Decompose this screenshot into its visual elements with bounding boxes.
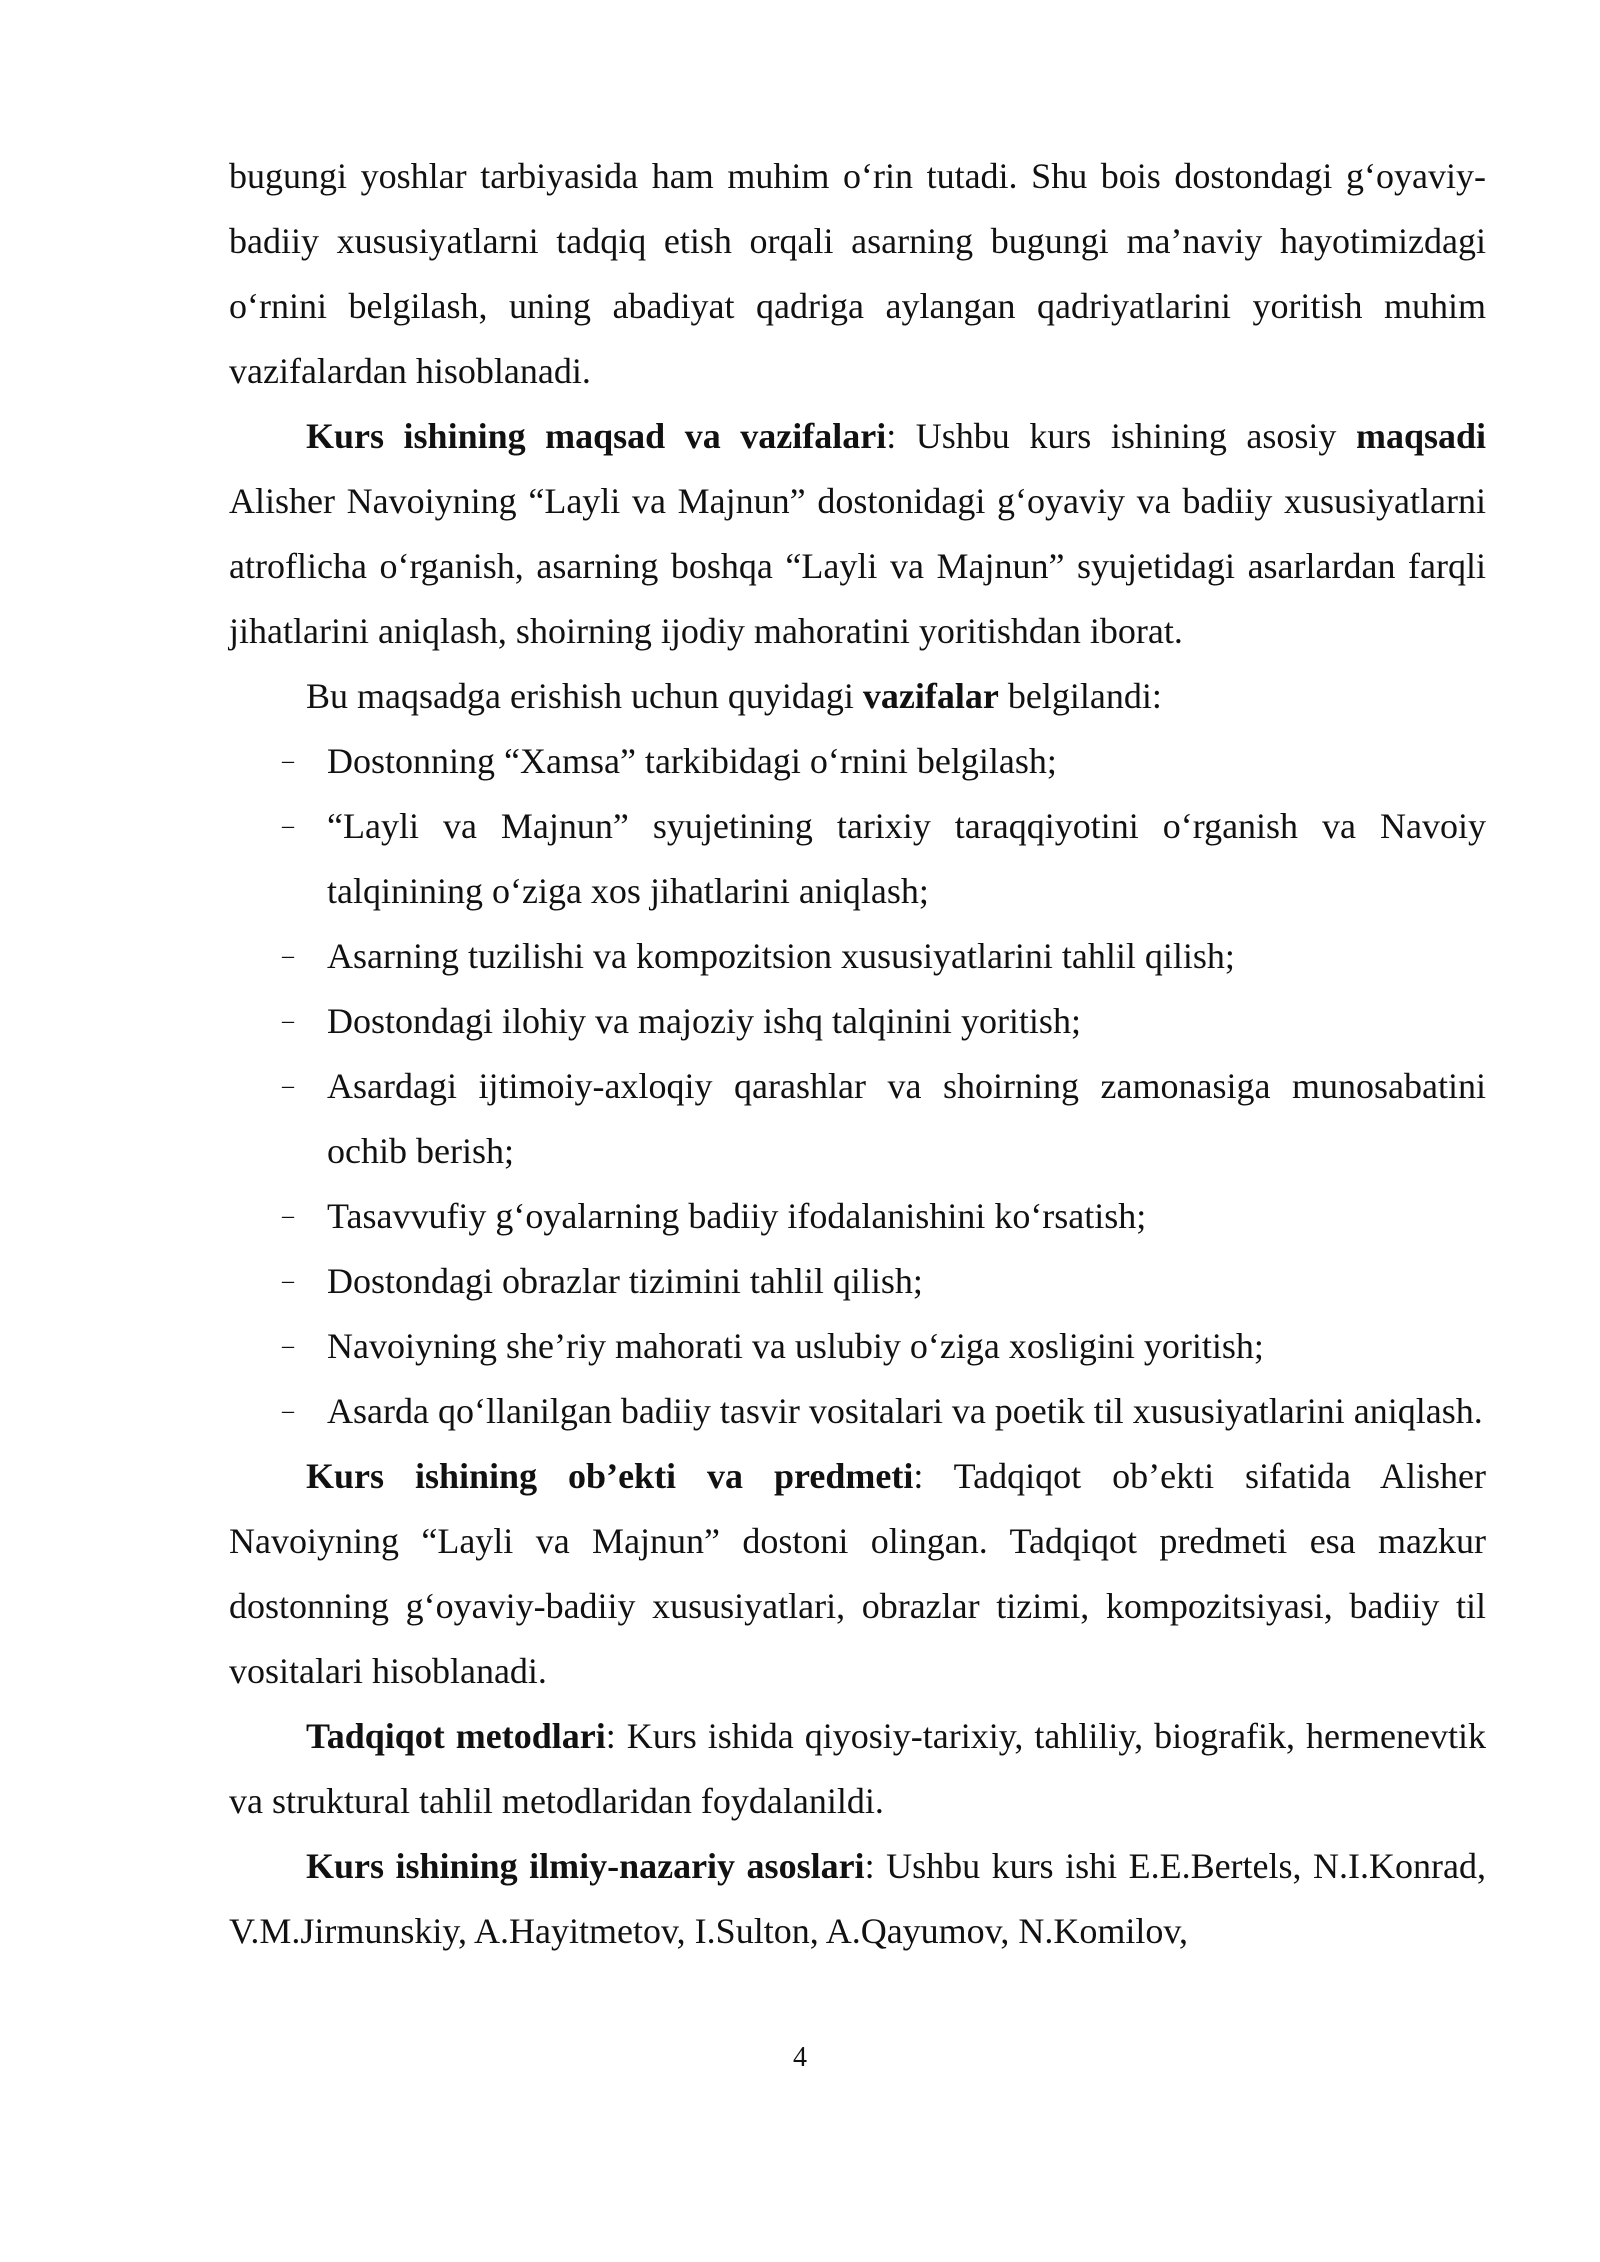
dash-bullet-icon: –	[282, 1008, 294, 1034]
aim-text-before: : Ushbu kurs ishining asosiy	[886, 416, 1356, 456]
list-item-text: Dostonning “Xamsa” tarkibidagi o‘rnini belgilash;	[327, 741, 1057, 781]
foundations-text: : Ushbu kurs ishi E.E.Bertels, N.I.Konrad, V.M.Jirmunskiy, A.Hayitmetov, I.Sulton, A.Qayumov, N.Komilov,	[229, 1846, 1486, 1951]
intro-paragraph: bugungi yoshlar tarbiyasida ham muhim o‘rin tutadi. Shu bois dostondagi g‘oyaviy-badiiy xususiyatlarni tadqiq etish orqali asarning bugungi ma’naviy hayotimizdagi o‘rnini belgilash, uning abadiyat qadriga aylangan qadriyatlarini yoritish muhim vazifalardan hisoblanadi.	[229, 156, 1486, 391]
dash-bullet-icon: –	[282, 748, 294, 774]
dash-bullet-icon: –	[282, 1203, 294, 1229]
list-item-text: Asarda qo‘llanilgan badiiy tasvir vositalari va poetik til xususiyatlarini aniqlash.	[327, 1391, 1483, 1431]
object-heading: Kurs ishining ob’ekti va predmeti	[306, 1456, 914, 1496]
aim-heading: Kurs ishining maqsad va vazifalari	[306, 416, 887, 456]
dash-bullet-icon: –	[282, 1333, 294, 1359]
tasks-keyword: vazifalar	[862, 676, 999, 716]
list-item	[229, 1249, 1486, 1314]
list-item-text: Asarning tuzilishi va kompozitsion xususiyatlarini tahlil qilish;	[327, 936, 1235, 976]
aim-paragraph	[229, 404, 1486, 664]
methods-text: : Kurs ishida qiyosiy-tarixiy, tahliliy, biografik, hermenevtik va struktural tahlil metodlaridan foydalanildi.	[229, 1716, 1486, 1821]
page-number: 4	[793, 2042, 807, 2073]
dash-bullet-icon: –	[282, 943, 294, 969]
list-item	[229, 1184, 1486, 1249]
foundations-heading: Kurs ishining ilmiy-nazariy asoslari	[306, 1846, 865, 1886]
tasks-intro-paragraph	[229, 664, 1486, 729]
list-item-text: Navoiyning she’riy mahorati va uslubiy o‘ziga xosligini yoritish;	[327, 1326, 1264, 1366]
dash-bullet-icon: –	[282, 1073, 294, 1099]
list-item	[229, 924, 1486, 989]
list-item	[229, 794, 1486, 924]
methods-heading: Tadqiqot metodlari	[306, 1716, 606, 1756]
list-item-text: Dostondagi ilohiy va majoziy ishq talqinini yoritish;	[327, 1001, 1081, 1041]
methods-paragraph	[229, 1704, 1486, 1834]
list-item	[229, 729, 1486, 794]
list-item	[229, 1379, 1486, 1444]
aim-keyword: maqsadi	[1355, 416, 1486, 456]
tasks-intro-after: belgilandi:	[998, 676, 1162, 716]
dash-bullet-icon: –	[282, 1268, 294, 1294]
list-item	[229, 1054, 1486, 1184]
list-item	[229, 989, 1486, 1054]
dash-bullet-icon: –	[282, 813, 294, 839]
aim-text-after: Alisher Navoiyning “Layli va Majnun” dostonidagi g‘oyaviy va badiiy xususiyatlarni atroflicha o‘rganish, asarning boshqa “Layli va Majnun” syujetidagi asarlardan farqli jihatlarini aniqlash, shoirning ijodiy mahoratini yoritishdan iborat.	[229, 481, 1486, 651]
foundations-paragraph	[229, 1834, 1486, 1964]
list-item	[229, 1314, 1486, 1379]
list-item-text: Dostondagi obrazlar tizimini tahlil qilish;	[327, 1261, 923, 1301]
object-paragraph	[229, 1444, 1486, 1704]
list-item-text: Asardagi ijtimoiy-axloqiy qarashlar va shoirning zamonasiga munosabatini ochib berish;	[327, 1066, 1486, 1171]
dash-bullet-icon: –	[282, 1398, 294, 1424]
list-item-text: Tasavvufiy g‘oyalarning badiiy ifodalanishini ko‘rsatish;	[327, 1196, 1147, 1236]
list-item-text: “Layli va Majnun” syujetining tarixiy taraqqiyotini o‘rganish va Navoiy talqinining o‘ziga xos jihatlarini aniqlash;	[327, 806, 1486, 911]
tasks-list	[229, 729, 1486, 1444]
tasks-intro-before: Bu maqsadga erishish uchun quyidagi	[306, 676, 863, 716]
object-text: : Tadqiqot ob’ekti sifatida Alisher Navoiyning “Layli va Majnun” dostoni olingan. Tadqiqot predmeti esa mazkur dostonning g‘oyaviy-badiiy xususiyatlari, obrazlar tizimi, kompozitsiyasi, badiiy til vositalari hisoblanadi.	[229, 1456, 1486, 1691]
page-body	[229, 144, 1486, 1964]
